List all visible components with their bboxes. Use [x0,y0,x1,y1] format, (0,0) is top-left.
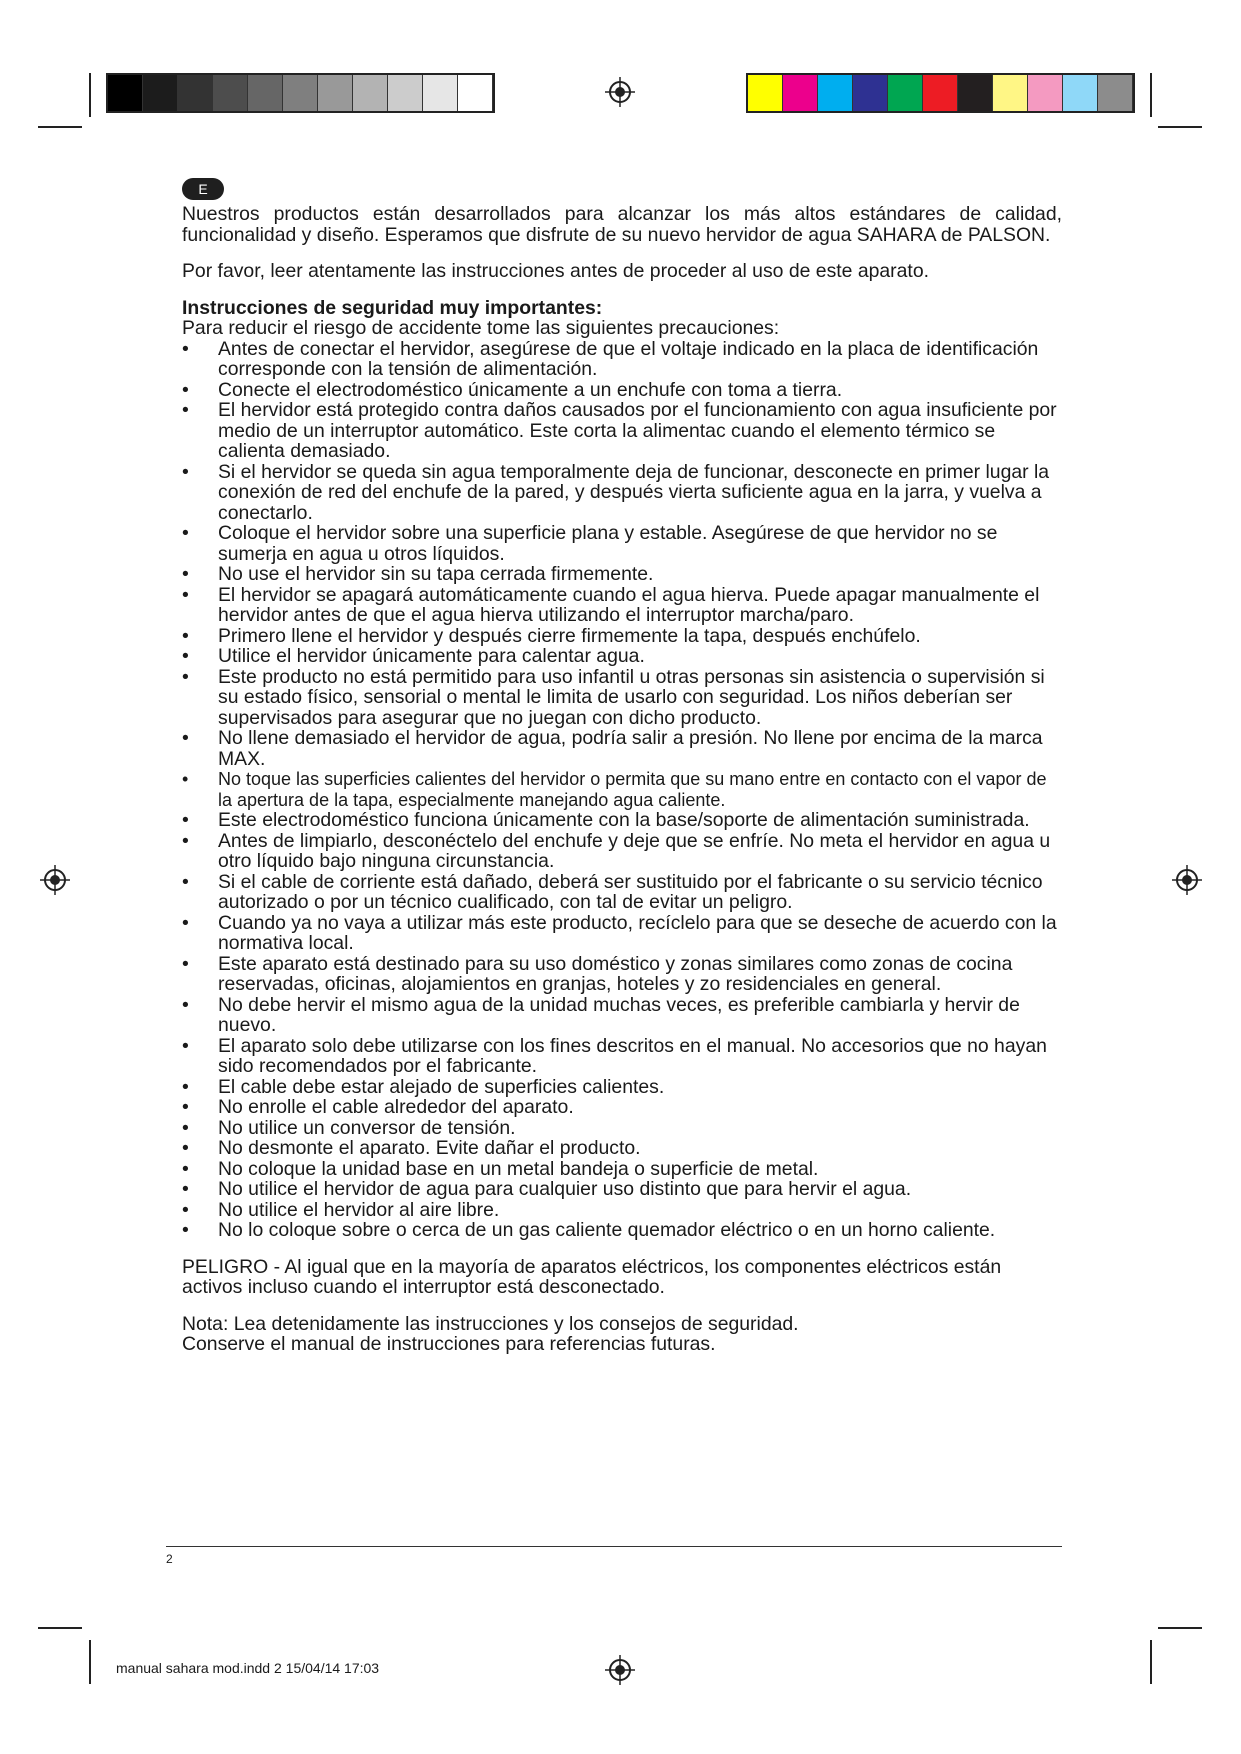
color-swatch [888,75,923,111]
safety-list [182,339,1062,1241]
safety-item [182,462,1062,524]
crop-mark [89,73,91,117]
bullet-icon: • [182,1116,189,1139]
gray-swatch [353,75,388,111]
bullet-icon: • [182,1219,189,1241]
safety-item-text: No debe hervir el mismo agua de la unidad muchas veces, es preferible cambiarla y hervir de nuevo. [218,993,1020,1036]
bullet-icon: • [182,624,189,647]
safety-item [182,913,1062,954]
color-swatch [818,75,853,111]
safety-item-text: No lo coloque sobre o cerca de un gas caliente quemador eléctrico o en un horno caliente. [218,1219,996,1241]
registration-mark-icon [605,77,635,107]
safety-item-text: Antes de limpiarlo, desconéctelo del enchufe y deje que se enfríe. No meta el hervidor en agua u otro líquido bajo ninguna circunstancia. [218,829,1051,872]
registration-mark-icon [40,865,70,895]
color-swatch [783,75,818,111]
bullet-icon: • [182,1137,189,1159]
bullet-icon: • [182,727,189,749]
bottom-rule [166,1546,1062,1547]
safety-item-text: El aparato solo debe utilizarse con los fines descritos en el manual. No accesorios que no hayan sido recomendados por el fabricante. [218,1034,1047,1077]
crop-mark [89,1640,91,1684]
safety-item [182,626,1062,647]
safety-item-text: No enrolle el cable alrededor del aparato. [218,1096,574,1118]
gray-swatch [458,75,493,111]
gray-swatch [388,75,423,111]
safety-item [182,728,1062,769]
safety-item-text: El hervidor está protegido contra daños causados por el funcionamiento con agua insuficiente por medio de un interruptor automático. Este corta la alimentac cuando el elemento térmico se calienta demasiado. [218,399,1057,462]
safety-item-text: El hervidor se apagará automáticamente cuando el agua hierva. Puede apagar manualmente el hervidor antes de que el agua hierva utilizando el interruptor marcha/paro. [218,583,1040,626]
bullet-icon: • [182,1096,189,1118]
safety-item [182,831,1062,872]
bullet-icon: • [182,911,189,934]
safety-item [182,954,1062,995]
color-swatch [993,75,1028,111]
safety-item-text: No desmonte el aparato. Evite dañar el producto. [218,1137,641,1159]
bullet-icon: • [182,769,189,789]
gray-swatch [108,75,143,111]
safety-item-text: Cuando ya no vaya a utilizar más este producto, recíclelo para que se deseche de acuerdo con la normativa local. [218,911,1057,954]
bullet-icon: • [182,665,189,688]
safety-lead: Para reducir el riesgo de accidente tome las siguientes precauciones: [182,317,780,339]
color-swatch [1098,75,1133,111]
danger-notice: PELIGRO - Al igual que en la mayoría de aparatos eléctricos, los componentes eléctricos están activos incluso cuando el interruptor está desconectado. [182,1255,1002,1298]
safety-item-text: No llene demasiado el hervidor de agua, podría salir a presión. No llene por encima de la marca MAX. [218,727,1043,770]
color-swatch [923,75,958,111]
color-swatch [853,75,888,111]
bullet-icon: • [182,993,189,1016]
language-badge: E [182,178,224,200]
color-swatch [1028,75,1063,111]
read-notice: Por favor, leer atentamente las instrucciones antes de proceder al uso de este aparato. [182,260,929,282]
safety-item [182,872,1062,913]
crop-mark [1150,1640,1152,1684]
bullet-icon: • [182,337,189,360]
safety-item-text: Si el cable de corriente está dañado, deberá ser sustituido por el fabricante o su servicio técnico autorizado o por un técnico cualificado, con tal de evitar un peligro. [218,870,1043,913]
crop-mark [1158,1627,1202,1629]
crop-mark [1158,126,1202,128]
bullet-icon: • [182,583,189,606]
file-footer: manual sahara mod.indd 2 15/04/14 17:03 [116,1660,380,1676]
safety-item-text: Primero llene el hervidor y después cierre firmemente la tapa, después enchúfelo. [218,624,921,647]
safety-item-text: No toque las superficies calientes del hervidor o permita que su mano entre en contacto con el vapor de la apertura de la tapa, especialmente manejando agua caliente. [218,769,1047,810]
safety-item [182,1036,1062,1077]
gray-swatch [318,75,353,111]
safety-item-text: Si el hervidor se queda sin agua temporalmente deja de funcionar, desconecte en primer lugar la conexión de red del enchufe de la pared, y después vierta suficiente agua en la jarra, y vuelva a conectarlo. [218,460,1050,524]
safety-item-text: Este aparato está destinado para su uso doméstico y zonas similares como zonas de cocina reservadas, oficinas, alojamientos en granjas, hoteles y zo residenciales en general. [218,952,1013,995]
safety-item-text: No utilice un conversor de tensión. [218,1116,516,1139]
safety-item-text: No coloque la unidad base en un metal bandeja o superficie de metal. [218,1157,819,1180]
page-number: 2 [166,1552,173,1566]
safety-item [182,810,1062,831]
intro-paragraph: Nuestros productos están desarrollados para alcanzar los más altos estándares de calidad, funcionalidad y diseño. Esperamos que disfrute de su nuevo hervidor de agua SAHARA de PALSON. [182,203,1062,246]
safety-item-text: Conecte el electrodoméstico únicamente a un enchufe con toma a tierra. [218,378,843,401]
bullet-icon: • [182,522,189,544]
safety-item [182,400,1062,462]
bullet-icon: • [182,563,189,585]
gray-swatch [213,75,248,111]
safety-item [182,585,1062,626]
bullet-icon: • [182,1198,189,1221]
safety-item-text: El cable debe estar alejado de superficies calientes. [218,1075,665,1098]
gray-swatch [248,75,283,111]
safety-heading: Instrucciones de seguridad muy importantes: [182,296,603,319]
bullet-icon: • [182,645,189,667]
crop-mark [38,126,82,128]
color-swatch [1063,75,1098,111]
safety-item [182,380,1062,401]
bullet-icon: • [182,829,189,852]
gray-swatch [178,75,213,111]
safety-item [182,1118,1062,1139]
note-line-1: Nota: Lea detenidamente las instrucciones y los consejos de seguridad. [182,1312,799,1335]
safety-item [182,995,1062,1036]
gray-swatch [283,75,318,111]
safety-item [182,1200,1062,1221]
bullet-icon: • [182,1178,189,1200]
safety-item-text: No utilice el hervidor al aire libre. [218,1198,500,1221]
safety-item-text: No use el hervidor sin su tapa cerrada firmemente. [218,563,654,585]
safety-item-text: Coloque el hervidor sobre una superficie plana y estable. Asegúrese de que hervidor no se sumerja en agua u otros líquidos. [218,522,998,565]
grayscale-calibration-bar [106,73,495,113]
gray-swatch [143,75,178,111]
safety-item [182,646,1062,667]
safety-item [182,1159,1062,1180]
safety-item [182,523,1062,564]
safety-item-text: Este electrodoméstico funciona únicamente con la base/soporte de alimentación suministrada. [218,809,1030,831]
safety-item-text: Antes de conectar el hervidor, asegúrese de que el voltaje indicado en la placa de identificación corresponde con la tensión de alimentación. [218,337,1039,380]
safety-item [182,667,1062,729]
safety-item-text: Utilice el hervidor únicamente para calentar agua. [218,645,645,667]
safety-item [182,1138,1062,1159]
crop-mark [1150,73,1152,117]
safety-item [182,769,1062,810]
note-line-2: Conserve el manual de instrucciones para referencias futuras. [182,1333,716,1355]
bullet-icon: • [182,809,189,831]
color-calibration-bar [746,73,1135,113]
bullet-icon: • [182,1075,189,1098]
bullet-icon: • [182,870,189,893]
safety-item [182,564,1062,585]
safety-item [182,339,1062,380]
gray-swatch [423,75,458,111]
color-swatch [748,75,783,111]
bullet-icon: • [182,399,189,421]
registration-mark-icon [1172,865,1202,895]
safety-item [182,1220,1062,1241]
bullet-icon: • [182,378,189,401]
bullet-icon: • [182,1034,189,1057]
safety-item-text: Este producto no está permitido para uso infantil u otras personas sin asistencia o supervisión si su estado físico, sensorial o mental le limita de usarlo con seguridad. Los niños deberían ser supervisados para asegurar que no juegan con dicho producto. [218,665,1045,729]
safety-item [182,1077,1062,1098]
bullet-icon: • [182,1157,189,1180]
safety-item [182,1097,1062,1118]
bullet-icon: • [182,460,189,483]
manual-page-content [182,178,1062,1355]
safety-item [182,1179,1062,1200]
crop-mark [38,1627,82,1629]
safety-item-text: No utilice el hervidor de agua para cualquier uso distinto que para hervir el agua. [218,1178,912,1200]
bullet-icon: • [182,952,189,975]
registration-mark-icon [605,1655,635,1685]
color-swatch [958,75,993,111]
